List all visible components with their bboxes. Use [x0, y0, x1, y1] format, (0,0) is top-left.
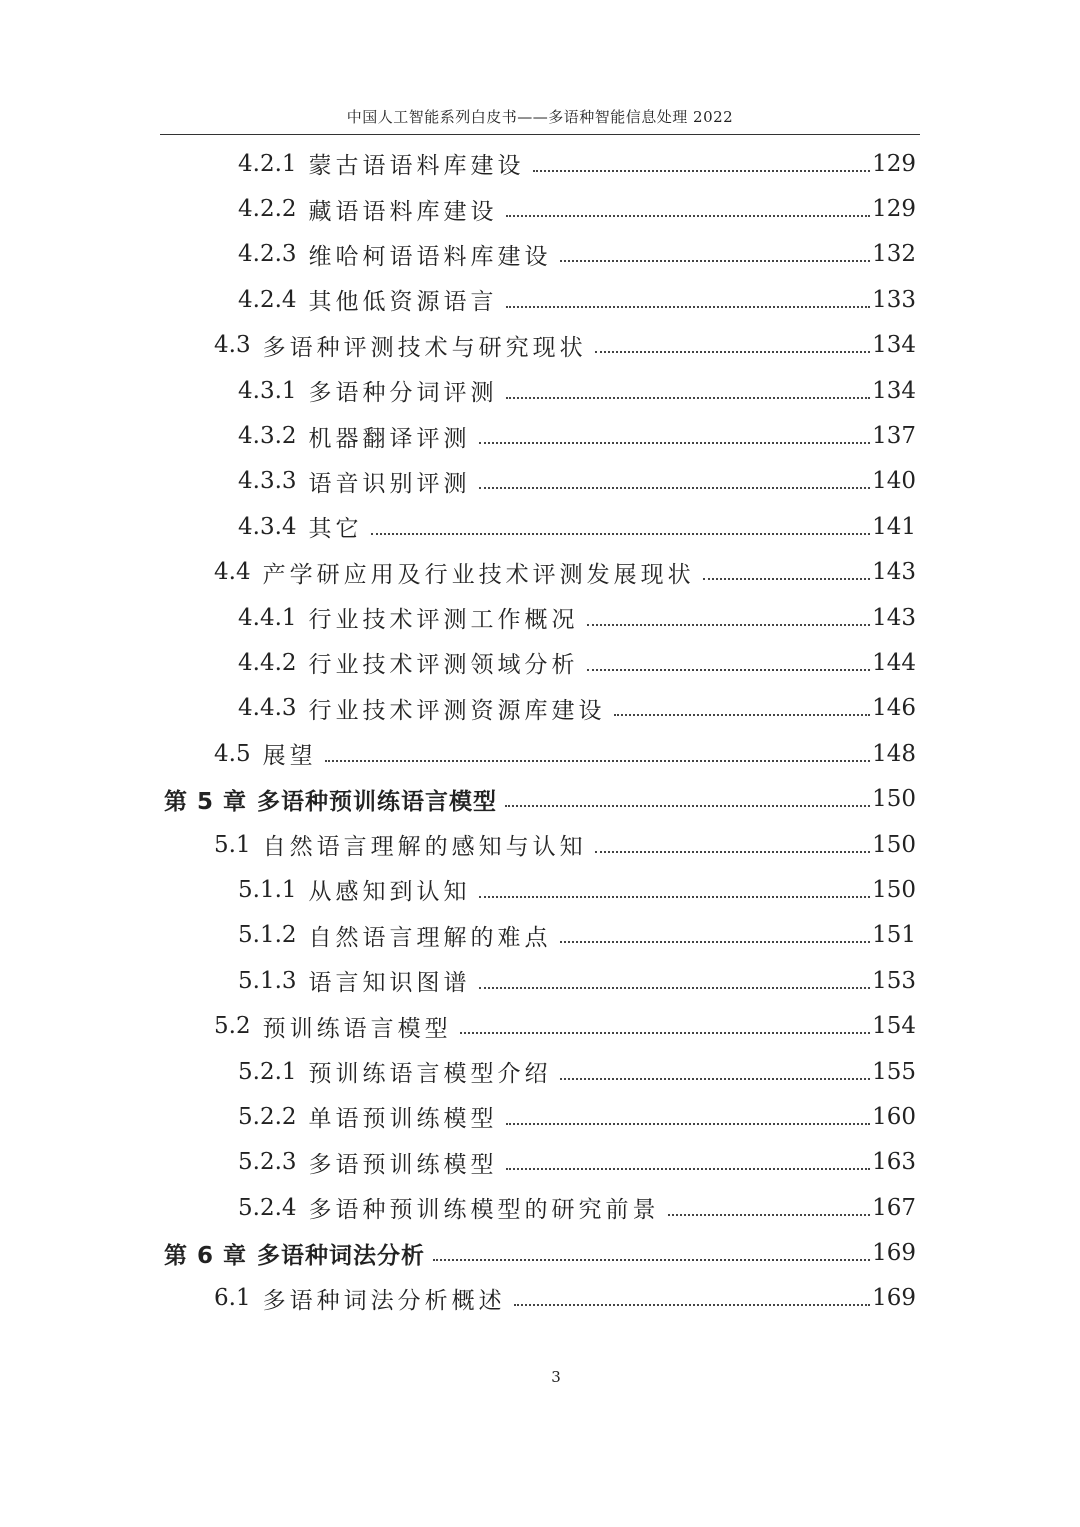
toc-entry-page: 144	[872, 649, 916, 676]
toc-entry-number: 4.3.2	[238, 423, 297, 450]
toc-entry-title: 藏语语料库建设	[308, 198, 498, 225]
toc-entry-page: 151	[872, 922, 916, 949]
dot-leader	[560, 941, 871, 943]
toc-entry-number: 第 5 章	[164, 788, 248, 815]
toc-entry-title: 从感知到认知	[308, 879, 471, 906]
dot-leader	[325, 760, 871, 762]
toc-entry[interactable]	[0, 1276, 1080, 1321]
toc-entry-title: 展望	[262, 743, 317, 770]
dot-leader	[479, 987, 871, 989]
toc-entry-page: 163	[872, 1149, 916, 1176]
toc-entry[interactable]	[0, 550, 1080, 595]
toc-entry-page: 140	[872, 468, 916, 495]
dot-leader	[587, 669, 871, 671]
dot-leader	[506, 1123, 871, 1125]
toc-entry-page: 154	[872, 1013, 916, 1040]
page-number: 3	[551, 1368, 561, 1386]
toc-entry[interactable]	[0, 867, 1080, 912]
toc-entry-page: 129	[872, 196, 916, 223]
toc-entry[interactable]	[0, 368, 1080, 413]
toc-entry-number: 4.2.3	[238, 241, 297, 268]
toc-entry-number: 4.4.3	[238, 695, 297, 722]
toc-entry-title: 多语种预训练语言模型	[257, 788, 498, 815]
toc-entry-number: 5.1.1	[238, 876, 297, 903]
toc-entry-number: 5.2.3	[238, 1149, 297, 1176]
toc-entry[interactable]	[0, 1094, 1080, 1139]
dot-leader	[514, 1304, 871, 1306]
toc-entry-title: 行业技术评测工作概况	[308, 607, 579, 634]
toc-entry-number: 5.2.1	[238, 1058, 297, 1085]
running-header: 中国人工智能系列白皮书——多语种智能信息处理 2022	[346, 108, 734, 126]
toc-entry-title: 预训练语言模型介绍	[308, 1061, 552, 1087]
toc-entry-page: 169	[872, 1285, 916, 1312]
toc-entry-number: 4.3	[214, 332, 251, 359]
toc-entry-number: 5.1.3	[238, 967, 297, 994]
toc-entry[interactable]	[0, 731, 1080, 776]
toc-entry[interactable]	[0, 1185, 1080, 1230]
toc-entry-title: 多语种预训练模型的研究前景	[308, 1197, 660, 1224]
toc-entry[interactable]	[0, 958, 1080, 1003]
toc-entry-page: 143	[872, 604, 916, 631]
dot-leader	[595, 351, 871, 353]
dot-leader	[479, 442, 871, 444]
toc-entry-page: 134	[872, 377, 916, 404]
toc-entry-page: 141	[872, 513, 916, 540]
toc-entry-title: 产学研应用及行业技术评测发展现状	[262, 561, 695, 588]
toc-entry-number: 5.2	[214, 1013, 251, 1040]
dot-leader	[433, 1259, 870, 1261]
toc-entry-title: 多语种词法分析	[257, 1242, 426, 1269]
toc-entry-page: 167	[872, 1194, 916, 1221]
dot-leader	[560, 1078, 871, 1080]
toc-entry-title: 多语种词法分析概述	[262, 1287, 506, 1314]
header-rule	[160, 134, 920, 135]
toc-entry-page: 143	[872, 559, 916, 586]
toc-entry[interactable]	[0, 1140, 1080, 1185]
toc-entry[interactable]	[0, 776, 1080, 821]
toc-entry[interactable]	[0, 913, 1080, 958]
toc-entry-title: 机器翻译评测	[308, 425, 471, 452]
toc-entry[interactable]	[0, 640, 1080, 685]
dot-leader	[587, 624, 871, 626]
toc-entry-title: 语言知识图谱	[308, 970, 471, 997]
toc-entry-number: 5.1	[214, 831, 251, 858]
dot-leader	[479, 896, 871, 898]
dot-leader	[371, 533, 871, 535]
toc-entry-number: 4.4.1	[238, 604, 297, 631]
dot-leader	[506, 1168, 871, 1170]
toc-entry-page: 129	[872, 150, 916, 177]
toc-entry-title: 多语种分词评测	[308, 380, 498, 407]
toc-entry-title: 维哈柯语语料库建设	[308, 243, 552, 270]
toc-entry-number: 4.2.4	[238, 286, 297, 313]
toc-entry-page: 132	[872, 241, 916, 268]
dot-leader	[460, 1032, 871, 1034]
toc-entry-number: 6.1	[214, 1285, 251, 1312]
toc-entry-page: 169	[872, 1240, 916, 1267]
toc-entry[interactable]	[0, 459, 1080, 504]
toc-entry-page: 137	[872, 423, 916, 450]
toc-entry-number: 5.2.2	[238, 1103, 297, 1130]
toc-entry-title: 其它	[308, 516, 363, 543]
toc-entry[interactable]	[0, 595, 1080, 640]
toc-entry-title: 其他低资源语言	[308, 289, 498, 316]
toc-entry-title: 行业技术评测领域分析	[308, 652, 579, 679]
toc-entry-page: 155	[872, 1058, 916, 1085]
toc-entry-title: 语音识别评测	[308, 470, 471, 497]
toc-entry[interactable]	[0, 822, 1080, 867]
toc-entry-number: 4.3.4	[238, 513, 297, 540]
toc-entry-number: 5.2.4	[238, 1194, 297, 1221]
dot-leader	[505, 805, 870, 807]
toc-entry-title: 单语预训练模型	[308, 1106, 498, 1133]
dot-leader	[506, 215, 871, 217]
toc-entry-page: 133	[872, 286, 916, 313]
toc-entry-title: 自然语言理解的感知与认知	[262, 834, 587, 861]
toc-entry[interactable]	[0, 186, 1080, 231]
toc-entry[interactable]	[0, 232, 1080, 277]
toc-entry-title: 蒙古语语料库建设	[308, 153, 525, 180]
dot-leader	[614, 714, 871, 716]
toc-entry[interactable]	[0, 1230, 1080, 1275]
table-of-contents	[0, 141, 1080, 1321]
toc-entry-number: 4.2.2	[238, 196, 297, 223]
dot-leader	[703, 578, 871, 580]
toc-entry-page: 146	[872, 695, 916, 722]
toc-entry-number: 4.3.3	[238, 468, 297, 495]
dot-leader	[506, 397, 871, 399]
toc-entry-page: 160	[872, 1103, 916, 1130]
toc-entry[interactable]	[0, 1003, 1080, 1048]
dot-leader	[506, 306, 871, 308]
dot-leader	[595, 851, 871, 853]
toc-entry-number: 第 6 章	[164, 1242, 248, 1269]
toc-entry-number: 4.5	[214, 740, 251, 767]
toc-entry-page: 148	[872, 740, 916, 767]
toc-entry-page: 153	[872, 967, 916, 994]
toc-entry-page: 150	[872, 831, 916, 858]
toc-entry-title: 自然语言理解的难点	[308, 924, 552, 951]
toc-entry-title: 多语预训练模型	[308, 1151, 498, 1178]
dot-leader	[533, 170, 871, 172]
toc-entry-number: 4.4	[214, 559, 251, 586]
toc-entry[interactable]	[0, 1049, 1080, 1094]
toc-entry-title: 预训练语言模型	[262, 1015, 452, 1042]
toc-entry[interactable]	[0, 141, 1080, 186]
toc-entry[interactable]	[0, 277, 1080, 322]
toc-entry-title: 行业技术评测资源库建设	[308, 697, 606, 724]
toc-entry-title: 多语种评测技术与研究现状	[262, 334, 587, 361]
toc-entry[interactable]	[0, 323, 1080, 368]
toc-entry-number: 4.2.1	[238, 150, 297, 177]
toc-entry-page: 150	[872, 786, 916, 813]
toc-entry[interactable]	[0, 504, 1080, 549]
toc-entry[interactable]	[0, 413, 1080, 458]
toc-entry-number: 5.1.2	[238, 922, 297, 949]
dot-leader	[668, 1214, 871, 1216]
toc-entry[interactable]	[0, 686, 1080, 731]
toc-entry-number: 4.3.1	[238, 377, 297, 404]
toc-entry-number: 4.4.2	[238, 649, 297, 676]
dot-leader	[479, 487, 871, 489]
dot-leader	[560, 260, 871, 262]
toc-entry-page: 150	[872, 876, 916, 903]
toc-entry-page: 134	[872, 332, 916, 359]
